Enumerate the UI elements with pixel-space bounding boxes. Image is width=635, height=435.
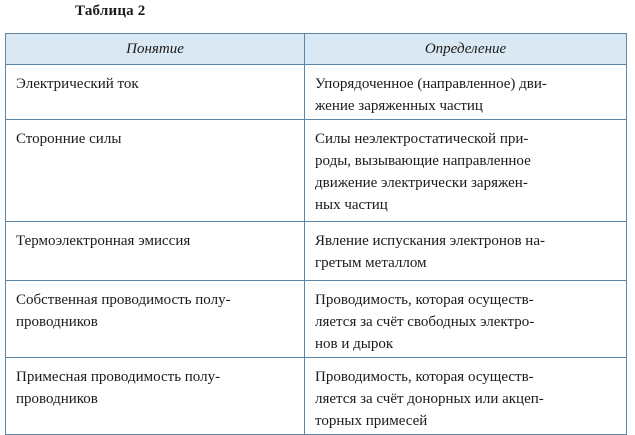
definitions-table	[5, 33, 627, 435]
definition-cell: Проводимость, которая осуществ- ляется за счёт донорных или акцеп- торных примесей	[305, 358, 627, 435]
table-row	[6, 65, 627, 120]
term-cell: Термоэлектронная эмиссия	[6, 222, 305, 281]
table-row	[6, 281, 627, 358]
term-cell: Электрический ток	[6, 65, 305, 120]
term-cell: Примесная проводимость полу- проводников	[6, 358, 305, 435]
table-row	[6, 222, 627, 281]
definition-cell: Упорядоченное (направленное) дви- жение заряженных частиц	[305, 65, 627, 120]
definition-cell: Явление испускания электронов на- гретым металлом	[305, 222, 627, 281]
column-header-term: Понятие	[6, 34, 305, 65]
table-row	[6, 358, 627, 435]
table-header-row	[6, 34, 627, 65]
term-cell: Собственная проводимость полу- проводников	[6, 281, 305, 358]
definition-cell: Силы неэлектростатической при- роды, вызывающие направленное движение электрически заряжен- ных частиц	[305, 120, 627, 222]
table-caption: Таблица 2	[75, 3, 146, 19]
table-row	[6, 120, 627, 222]
definition-cell: Проводимость, которая осуществ- ляется за счёт свободных электро- нов и дырок	[305, 281, 627, 358]
column-header-definition: Определение	[305, 34, 627, 65]
term-cell: Сторонние силы	[6, 120, 305, 222]
